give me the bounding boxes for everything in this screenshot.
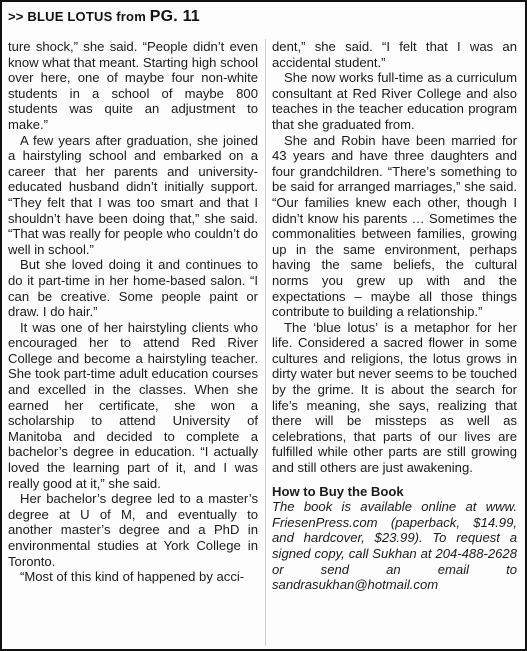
paragraph: The ‘blue lotus’ is a metaphor for her life. Considered a sacred flower in some cultures and religions, the lotus grows in dirty water but never seems to be touched by the grime. It is about the search for life’s meaning, she says, realizing that there will be missteps as well as celebrations, that parts of our lives are fulfilled while other parts are still growing and still others are just awakening. [272, 319, 517, 476]
paragraph: Her bachelor’s degree led to a master’s degree at U of M, and eventually to another master’s degree and a PhD in environmental studies at York College in Toronto. [8, 491, 258, 569]
right-column [272, 39, 517, 593]
paragraph: She now works full-time as a curriculum consultant at Red River College and also teaches in the teacher education program that she graduated from. [272, 70, 517, 132]
paragraph: “Most of this kind of happened by acci- [20, 569, 245, 585]
paragraph: A few years after graduation, she joined a hairstyling school and embarked on a career that her parents and university-educated husband didn’t initially support. “They felt that I was too smart and that I shouldn’t have been doing that,” she said. “That was really for people who couldn’t do well in school.” [8, 132, 258, 257]
paragraph: It was one of her hairstyling clients who encouraged her to attend Red River College and become a hairstyling teacher. She took part-time adult education courses and excelled in the classes. When she earned her certificate, she won a scholarship to attend University of Manitoba and decided to complete a bachelor’s degree in education. “I actually loved the learning part of it, and I was really good at it,” she said. [8, 319, 258, 491]
left-column [8, 39, 258, 585]
buy-box-text: The book is available online at www. FriesenPress.com (paperback, $14.99, and hardcover, $23.99). To request a signed copy, call Sukhan at 204-488-2628 or send an email to sandrasukhan@hotmail.com [272, 499, 517, 593]
column-divider [265, 39, 266, 646]
paragraph: ture shock,” she said. “People didn’t even know what that meant. Starting high school over here, one of maybe four non-white students in a school of maybe 800 students was quite an adjustment to make.” [8, 39, 258, 132]
buy-box-title: How to Buy the Book [272, 483, 404, 499]
header-page-ref: PG. 11 [149, 8, 200, 25]
paragraph: But she loved doing it and continues to do it part-time in her home-based salon. “I can be creative. Some people paint or draw. I do hair.” [8, 257, 258, 320]
paragraph: She and Robin have been married for 43 years and have three daughters and four grandchildren. “There’s something to be said for arranged marriages,” she said. “Our families knew each other, though I didn’t know his parents … Sometimes the commonalities between families, growing up in the same environment, perhaps having the same beliefs, the cultural norms you grew up with and the expectations – maybe all those things contribute to building a relationship.” [272, 132, 517, 320]
paragraph: dent,” she said. “I felt that I was an accidental student.” [272, 39, 517, 70]
header-prefix: >> BLUE LOTUS from [8, 9, 150, 24]
continuation-header [8, 8, 200, 26]
